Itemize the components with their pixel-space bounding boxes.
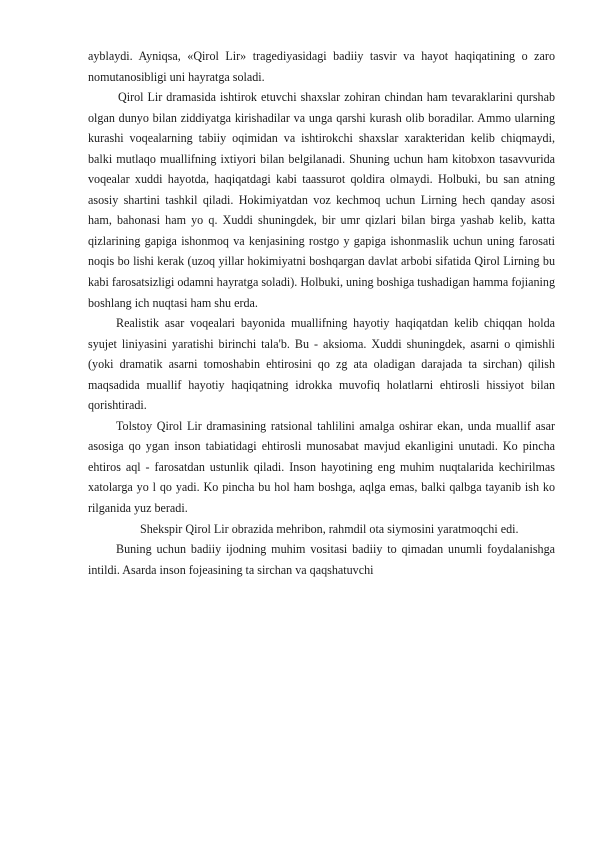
paragraph-6: Buning uchun badiiy ijodning muhim vositasi badiiy to qimadan unumli foydalanishga intildi. Asarda inson fojeasining ta sirchan va qaqshatuvchi [88,542,555,577]
document-page [88,46,555,580]
paragraph-4: Tolstoy Qirol Lir dramasining ratsional tahlilini amalga oshirar ekan, unda muallif asar asosiga qo ygan inson tabiatidagi ehtirosli munosabat mavjud ekanligini unutadi. Ko pincha ehtiros aql - farosatdan ustunlik qiladi. Inson hayotining eng muhim nuqtalarida kechirilmas xatolarga yo l qo yadi. Ko pincha bu hol ham boshga, aqlga emas, balki qalbga tayanib ish ko rilganida yuz beradi. [88,418,555,516]
paragraph-1: ayblaydi. Ayniqsa, «Qirol Lir» tragediyasidagi badiiy tasvir va hayot haqiqatining o zaro nomutanosibligi uni hayratga soladi. [88,49,555,84]
paragraph-3: Realistik asar voqealari bayonida muallifning hayotiy haqiqatdan kelib chiqqan holda syujet liniyasini yaratishi birinchi tala'b. Bu - aksioma. Xuddi shuningdek, asarni o qimishli (yoki dramatik asarni tomoshabin ehtirosini qo zg ata oladigan darajada ta sirchan) qilish maqsadida muallif hayotiy haqiqatning idrokka muvofiq holatlarni ehtirosli hissiyot bilan qorishtiradi. [88,316,555,413]
paragraph-2: Qirol Lir dramasida ishtirok etuvchi shaxslar zohiran chindan ham tevaraklarini qurshab olgan dunyo bilan ziddiyatga kirishadilar va unga qarshi kurash olib boradilar. Ammo ularning kurashi voqealarning tabiiy oqimidan va ishtirokchi shaxslar xarakteridan kelib chiqmaydi, balki mutlaqo muallifning ixtiyori bilan belgilanadi. Shuning uchun ham kitobxon tasavvurida voqealar xuddi hayotda, haqiqatdagi kabi taassurot qoldira olmaydi. Holbuki, bu san atning asosiy shartini tashkil qiladi. Hokimiyatdan voz kechmoq uchun Lirning hech qanday asosi ham, bahonasi ham yo q. Xuddi shuningdek, bir umr qizlari bilan birga yashab kelib, katta qizlarining gapiga ishonmoq va kenjasining rostgo y gapiga ishonmaslik uchun uning farosati noqis bo lishi kerak (uzoq yillar hokimiyatni boshqargan davlat arbobi sifatida Qirol Lirning bu kabi farosatsizligi odamni hayratga soladi). Holbuki, uning boshiga tushadigan hamma fojianing boshlang ich nuqtasi ham shu erda. [88,90,555,310]
paragraph-5: Shekspir Qirol Lir obrazida mehribon, rahmdil ota siymosini yaratmoqchi edi. [140,521,519,536]
